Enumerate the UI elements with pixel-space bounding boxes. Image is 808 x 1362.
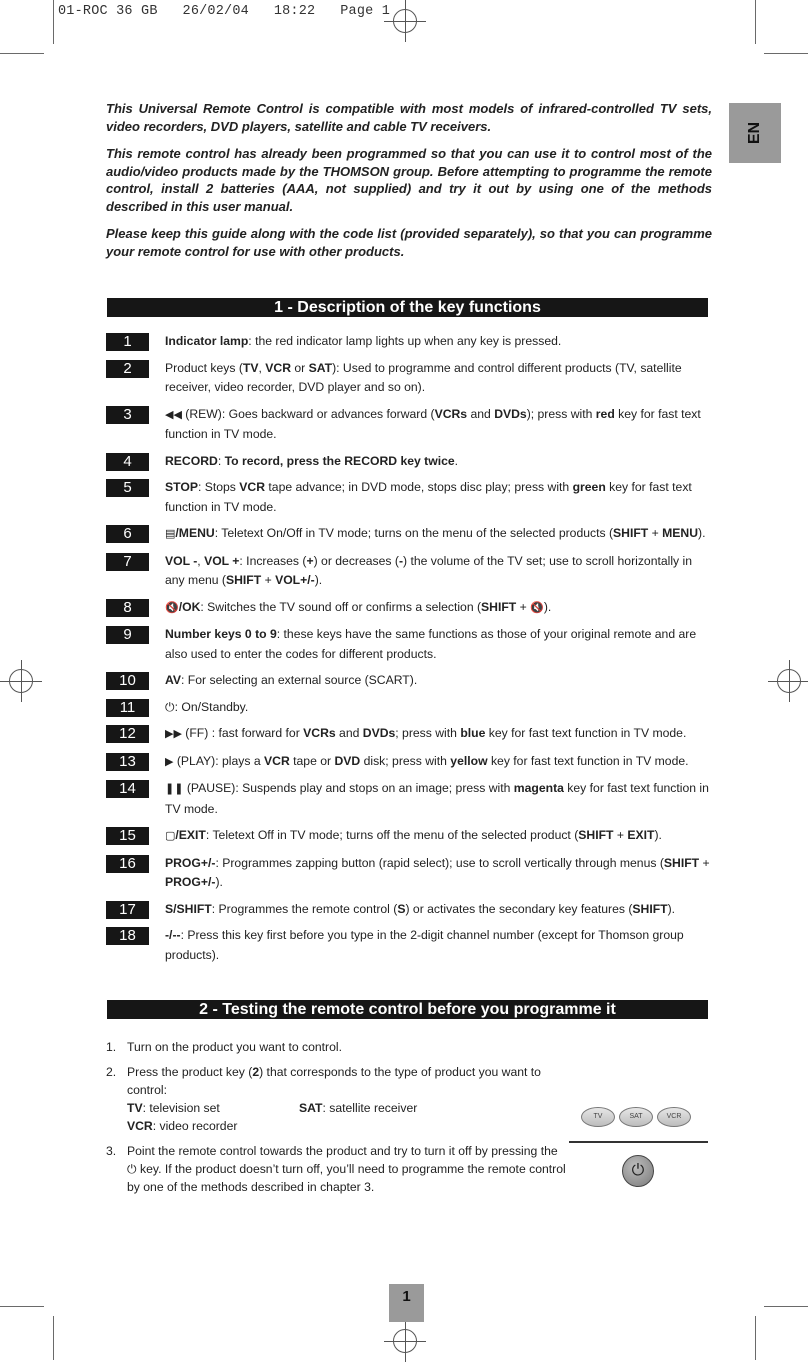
key-number-badge: 10 xyxy=(106,672,149,690)
key-function-item xyxy=(106,625,712,664)
key-number-badge: 7 xyxy=(106,553,149,571)
key-function-item xyxy=(106,524,712,545)
crop-mark xyxy=(0,53,44,54)
divider xyxy=(569,1141,708,1143)
page-number: 1 xyxy=(389,1284,424,1322)
intro-paragraph: This Universal Remote Control is compatible with most models of infrared-controlled TV sets, video recorders, DVD players, satellite and cable TV receivers. xyxy=(106,101,712,134)
key-function-item xyxy=(106,478,712,517)
crop-mark xyxy=(764,1306,808,1307)
key-function-item xyxy=(106,698,712,718)
key-number-badge: 2 xyxy=(106,360,149,378)
crop-mark xyxy=(0,1306,44,1307)
step-item xyxy=(106,1063,566,1135)
key-function-item xyxy=(106,552,712,591)
key-function-item xyxy=(106,900,712,920)
key-number-badge: 1 xyxy=(106,333,149,351)
key-number-badge: 8 xyxy=(106,599,149,617)
key-number-badge: 13 xyxy=(106,753,149,771)
section-2-heading: 2 - Testing the remote control before you programme it xyxy=(107,1000,708,1019)
key-description: ▶ (PLAY): plays a VCR tape or DVD disk; press with yellow key for fast text function in TV mode. xyxy=(165,753,689,768)
key-description: ▶▶ (FF) : fast forward for VCRs and DVDs; press with blue key for fast text function in TV mode. xyxy=(165,726,687,740)
key-function-item xyxy=(106,671,712,691)
crop-mark xyxy=(764,53,808,54)
key-description: ◀◀ (REW): Goes backward or advances forward (VCRs and DVDs); press with red key for fast text function in TV mode. xyxy=(165,406,701,441)
key-number-badge: 6 xyxy=(106,525,149,543)
key-function-item xyxy=(106,332,712,352)
step-number: 1. xyxy=(106,1040,117,1054)
step-text: Turn on the product you want to control. xyxy=(127,1040,342,1054)
crop-mark xyxy=(53,0,54,44)
key-function-item xyxy=(106,405,712,445)
product-code: SAT: satellite receiver xyxy=(299,1101,418,1115)
crop-mark xyxy=(53,1316,54,1360)
product-code-list xyxy=(127,1099,566,1135)
key-description: ⏻: On/Standby. xyxy=(165,699,249,714)
key-function-item xyxy=(106,826,712,847)
key-description: RECORD: To record, press the RECORD key twice. xyxy=(165,453,459,468)
key-function-item xyxy=(106,598,712,619)
key-number-badge: 16 xyxy=(106,855,149,873)
key-description: Product keys (TV, VCR or SAT): Used to programme and control different products (TV, satellite receiver, video recorder, DVD player and so on). xyxy=(165,360,682,394)
key-description: Indicator lamp: the red indicator lamp lights up when any key is pressed. xyxy=(165,334,562,348)
key-number-badge: 12 xyxy=(106,725,149,743)
key-number-badge: 5 xyxy=(106,479,149,497)
testing-steps xyxy=(106,1038,566,1203)
key-number-badge: 18 xyxy=(106,927,149,945)
step-number: 2. xyxy=(106,1065,117,1079)
key-function-item xyxy=(106,926,712,965)
power-key-icon: ⏻ xyxy=(622,1155,654,1187)
key-description: VOL -, VOL +: Increases (+) or decreases (-) the volume of the TV set; use to scroll horizontally in any menu (SHIFT + VOL+/-). xyxy=(165,553,693,587)
language-tab xyxy=(729,103,781,163)
registration-mark-icon xyxy=(777,669,801,693)
key-function-item xyxy=(106,779,712,819)
registration-mark-icon xyxy=(9,669,33,693)
step-item xyxy=(106,1038,566,1056)
intro-text xyxy=(106,100,712,270)
crop-mark xyxy=(755,0,756,44)
key-number-badge: 15 xyxy=(106,827,149,845)
key-description: ❚❚ (PAUSE): Suspends play and stops on an image; press with magenta key for fast text function in TV mode. xyxy=(165,781,709,816)
key-function-item xyxy=(106,359,712,398)
key-description: STOP: Stops VCR tape advance; in DVD mode, stops disc play; press with green key for fast text function in TV mode. xyxy=(165,480,692,514)
language-tab-label: EN xyxy=(746,121,763,145)
key-number-badge: 17 xyxy=(106,901,149,919)
key-description: 🔇/OK: Switches the TV sound off or confirms a selection (SHIFT + 🔇). xyxy=(165,599,552,614)
step-number: 3. xyxy=(106,1144,117,1158)
step-text: Press the product key (2) that corresponds to the type of product you want to control: xyxy=(127,1065,541,1097)
key-function-item xyxy=(106,724,712,745)
key-number-badge: 14 xyxy=(106,780,149,798)
key-function-list xyxy=(106,332,712,972)
key-description: AV: For selecting an external source (SCART). xyxy=(165,673,418,687)
key-number-badge: 4 xyxy=(106,453,149,471)
key-number-badge: 9 xyxy=(106,626,149,644)
key-number-badge: 11 xyxy=(106,699,149,717)
key-number-badge: 3 xyxy=(106,406,149,424)
key-function-item xyxy=(106,452,712,472)
remote-illustration xyxy=(569,1098,709,1193)
key-function-item xyxy=(106,854,712,893)
sat-key-icon: SAT xyxy=(619,1107,653,1127)
tv-key-icon: TV xyxy=(581,1107,615,1127)
registration-mark-icon xyxy=(393,9,417,33)
key-description: -/--: Press this key first before you type in the 2-digit channel number (except for Thomson group products). xyxy=(165,928,684,962)
section-1-heading: 1 - Description of the key functions xyxy=(107,298,708,317)
step-item xyxy=(106,1142,566,1196)
vcr-key-icon: VCR xyxy=(657,1107,691,1127)
step-text: Point the remote control towards the product and try to turn it off by pressing the ⏻ key. If the product doesn’t turn off, you’ll need to programme the remote control by one of the methods described in chapter 3. xyxy=(127,1144,566,1194)
key-description: PROG+/-: Programmes zapping button (rapid select); use to scroll vertically through menus (SHIFT + PROG+/-). xyxy=(165,855,710,889)
intro-paragraph: Please keep this guide along with the code list (provided separately), so that you can programme your remote control for use with other products. xyxy=(106,226,712,259)
product-code: TV: television set xyxy=(127,1101,220,1115)
crop-mark xyxy=(755,1316,756,1360)
key-description: ▤/MENU: Teletext On/Off in TV mode; turns on the menu of the selected products (SHIFT + MENU). xyxy=(165,526,706,540)
intro-paragraph: This remote control has already been programmed so that you can use it to control most of the audio/video products made by the THOMSON group. Before attempting to programme the remote control, install 2 batteries (AAA, not supplied) and try it out by using one of the methods described in this user manual. xyxy=(106,146,712,214)
product-code: VCR: video recorder xyxy=(127,1119,238,1133)
key-description: ▢/EXIT: Teletext Off in TV mode; turns off the menu of the selected product (SHIFT + EXIT). xyxy=(165,828,662,842)
key-description: Number keys 0 to 9: these keys have the same functions as those of your original remote and are also used to enter the codes for different products. xyxy=(165,627,697,661)
print-header: 01-ROC 36 GB 26/02/04 18:22 Page 1 xyxy=(58,4,391,19)
key-description: S/SHIFT: Programmes the remote control (S) or activates the secondary key features (SHIFT). xyxy=(165,901,676,916)
registration-mark-icon xyxy=(393,1329,417,1353)
key-function-item xyxy=(106,752,712,773)
